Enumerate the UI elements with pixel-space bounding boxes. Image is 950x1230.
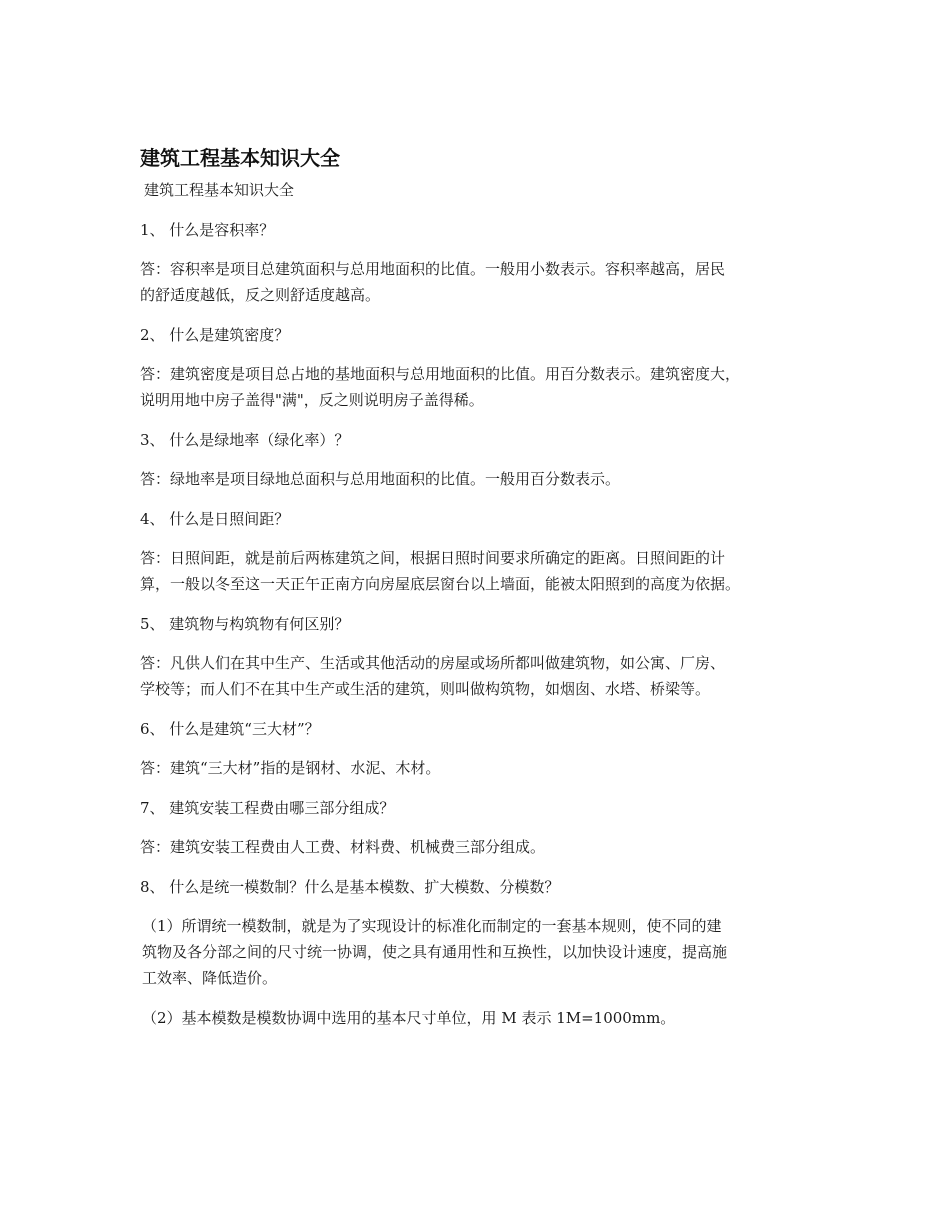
answer-4: 答：日照间距，就是前后两栋建筑之间，根据日照时间要求所确定的距离。日照间距的计 算，一般以冬至这一天正午正南方向房屋底层窗台以上墙面，能被太阳照到的高度为依据。 xyxy=(140,549,741,593)
answer-6: 答：建筑“三大材”指的是钢材、水泥、木材。 xyxy=(140,759,441,777)
document-page xyxy=(140,143,830,1045)
answer-7: 答：建筑安装工程费由人工费、材料费、机械费三部分组成。 xyxy=(140,838,546,856)
document-title: 建筑工程基本知识大全 xyxy=(140,146,340,170)
question-1: 1、 什么是容积率？ xyxy=(140,221,275,239)
answer-1: 答：容积率是项目总建筑面积与总用地面积的比值。一般用小数表示。容积率越高，居民 的舒适度越低，反之则舒适度越高。 xyxy=(140,260,726,304)
paragraph-basic-module: （2）基本模数是模数协调中选用的基本尺寸单位，用 M 表示 1M=1000mm。 xyxy=(142,1009,676,1027)
answer-2: 答：建筑密度是项目总占地的基地面积与总用地面积的比值。用百分数表示。建筑密度大， 说明用地中房子盖得"满"，反之则说明房子盖得稀。 xyxy=(140,365,741,409)
question-4: 4、 什么是日照间距？ xyxy=(140,510,290,528)
answer-5: 答：凡供人们在其中生产、生活或其他活动的房屋或场所都叫做建筑物，如公寓、厂房、 学校等；而人们不在其中生产或生活的建筑，则叫做构筑物，如烟囱、水塔、桥梁等。 xyxy=(140,654,726,698)
question-5: 5、 建筑物与构筑物有何区别？ xyxy=(140,615,350,633)
document-subtitle: 建筑工程基本知识大全 xyxy=(144,181,295,199)
question-2: 2、 什么是建筑密度？ xyxy=(140,326,290,344)
answer-8: （1）所谓统一模数制，就是为了实现设计的标准化而制定的一套基本规则，使不同的建 筑物及各分部之间的尺寸统一协调，使之具有通用性和互换性，以加快设计速度，提高施 工效率、降低造价。 xyxy=(142,917,728,987)
question-3: 3、 什么是绿地率（绿化率）？ xyxy=(140,431,350,449)
answer-3: 答：绿地率是项目绿地总面积与总用地面积的比值。一般用百分数表示。 xyxy=(140,470,621,488)
question-6: 6、 什么是建筑“三大材”？ xyxy=(140,720,320,738)
question-8: 8、 什么是统一模数制？什么是基本模数、扩大模数、分模数？ xyxy=(140,878,560,896)
question-7: 7、 建筑安装工程费由哪三部分组成？ xyxy=(140,799,395,817)
